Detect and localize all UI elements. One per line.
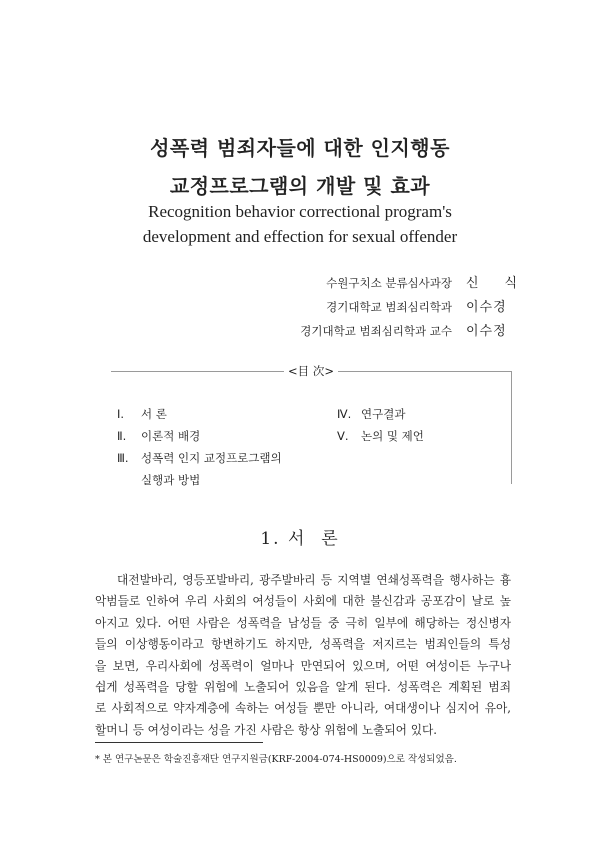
author-name: 이수경 xyxy=(466,300,507,315)
body-line: 악범들로 인하여 우리 사회의 여성들이 사회에 대한 불신감과 공포감이 날로 높 xyxy=(95,594,511,609)
author-affiliation: 경기대학교 범죄심리학과 xyxy=(326,300,452,314)
toc-item-label: 연구결과 xyxy=(361,407,406,421)
toc-item-number: Ⅴ. xyxy=(337,429,349,443)
title-english-line2: development and effection for sexual offender xyxy=(142,227,458,246)
author-affiliation: 경기대학교 범죄심리학과 교수 xyxy=(300,324,452,338)
toc-column-right xyxy=(337,403,424,447)
section-heading: 1. 서 론 xyxy=(260,529,340,549)
toc-item-label: 성폭력 인지 교정프로그램의 xyxy=(141,451,282,465)
toc-item xyxy=(117,403,282,425)
toc-item xyxy=(117,447,282,469)
title-korean-line1: 성폭력 범죄자들에 대한 인지행동 xyxy=(150,136,450,160)
body-line: 쉽게 성폭력을 당할 위험에 노출되어 있음을 알게 된다. 성폭력은 계획된 범죄 xyxy=(95,679,511,694)
author-name: 신 식 xyxy=(466,276,518,291)
toc-title xyxy=(111,362,511,380)
body-line: 할머니 등 여성이라는 성을 가진 사람은 항상 위험에 노출되어 있다. xyxy=(95,722,437,737)
body-line: 아지고 있다. 어떤 사람은 성폭력을 남성들 중 극히 일부에 해당하는 정신병자 xyxy=(95,615,511,630)
footnote-divider xyxy=(95,742,263,743)
toc-item-number: Ⅱ. xyxy=(117,429,127,443)
author-list xyxy=(300,272,518,344)
toc-item-continuation: 실행과 방법 xyxy=(141,473,201,487)
body-line: 을 보면, 우리사회에 성폭력이 얼마나 만연되어 있으며, 어떤 여성이든 누구나 xyxy=(95,658,511,673)
toc-item-label: 서 론 xyxy=(141,407,167,421)
toc-column-left xyxy=(117,403,282,491)
table-of-contents xyxy=(111,364,512,487)
toc-item xyxy=(117,425,282,447)
author-row xyxy=(300,296,518,320)
body-line: 대전발바리, 영등포발바리, 광주발바리 등 지역별 연쇄성폭력을 행사하는 흉 xyxy=(117,573,511,587)
body-line: 로 사회적으로 약자계층에 속하는 여성들 뿐만 아니라, 여대생이나 심지어 유아, xyxy=(95,701,511,716)
toc-item xyxy=(337,425,424,447)
toc-item-number: Ⅰ. xyxy=(117,407,125,421)
body-paragraph xyxy=(95,570,511,741)
toc-item-label: 논의 및 제언 xyxy=(361,429,424,443)
toc-item-label: 이론적 배경 xyxy=(141,429,201,443)
toc-item xyxy=(337,403,424,425)
title-korean-line2: 교정프로그램의 개발 및 효과 xyxy=(169,174,431,198)
toc-item-number: Ⅳ. xyxy=(337,407,352,421)
toc-title-text: <目 次> xyxy=(284,364,338,378)
body-line: 들의 이상행동이라고 항변하기도 하지만, 성폭력을 저지르는 범죄인들의 특성 xyxy=(95,637,511,652)
author-name: 이수정 xyxy=(466,324,507,339)
footnote: * 본 연구논문은 학술진흥재단 연구지원금(KRF-2004-074-HS0009)으로 작성되었음. xyxy=(95,754,457,765)
title-english-line1: Recognition behavior correctional program's xyxy=(148,202,452,221)
toc-item-number: Ⅲ. xyxy=(117,451,129,465)
author-row xyxy=(300,272,518,296)
author-row xyxy=(300,320,518,344)
author-affiliation: 수원구치소 분류심사과장 xyxy=(326,276,452,290)
